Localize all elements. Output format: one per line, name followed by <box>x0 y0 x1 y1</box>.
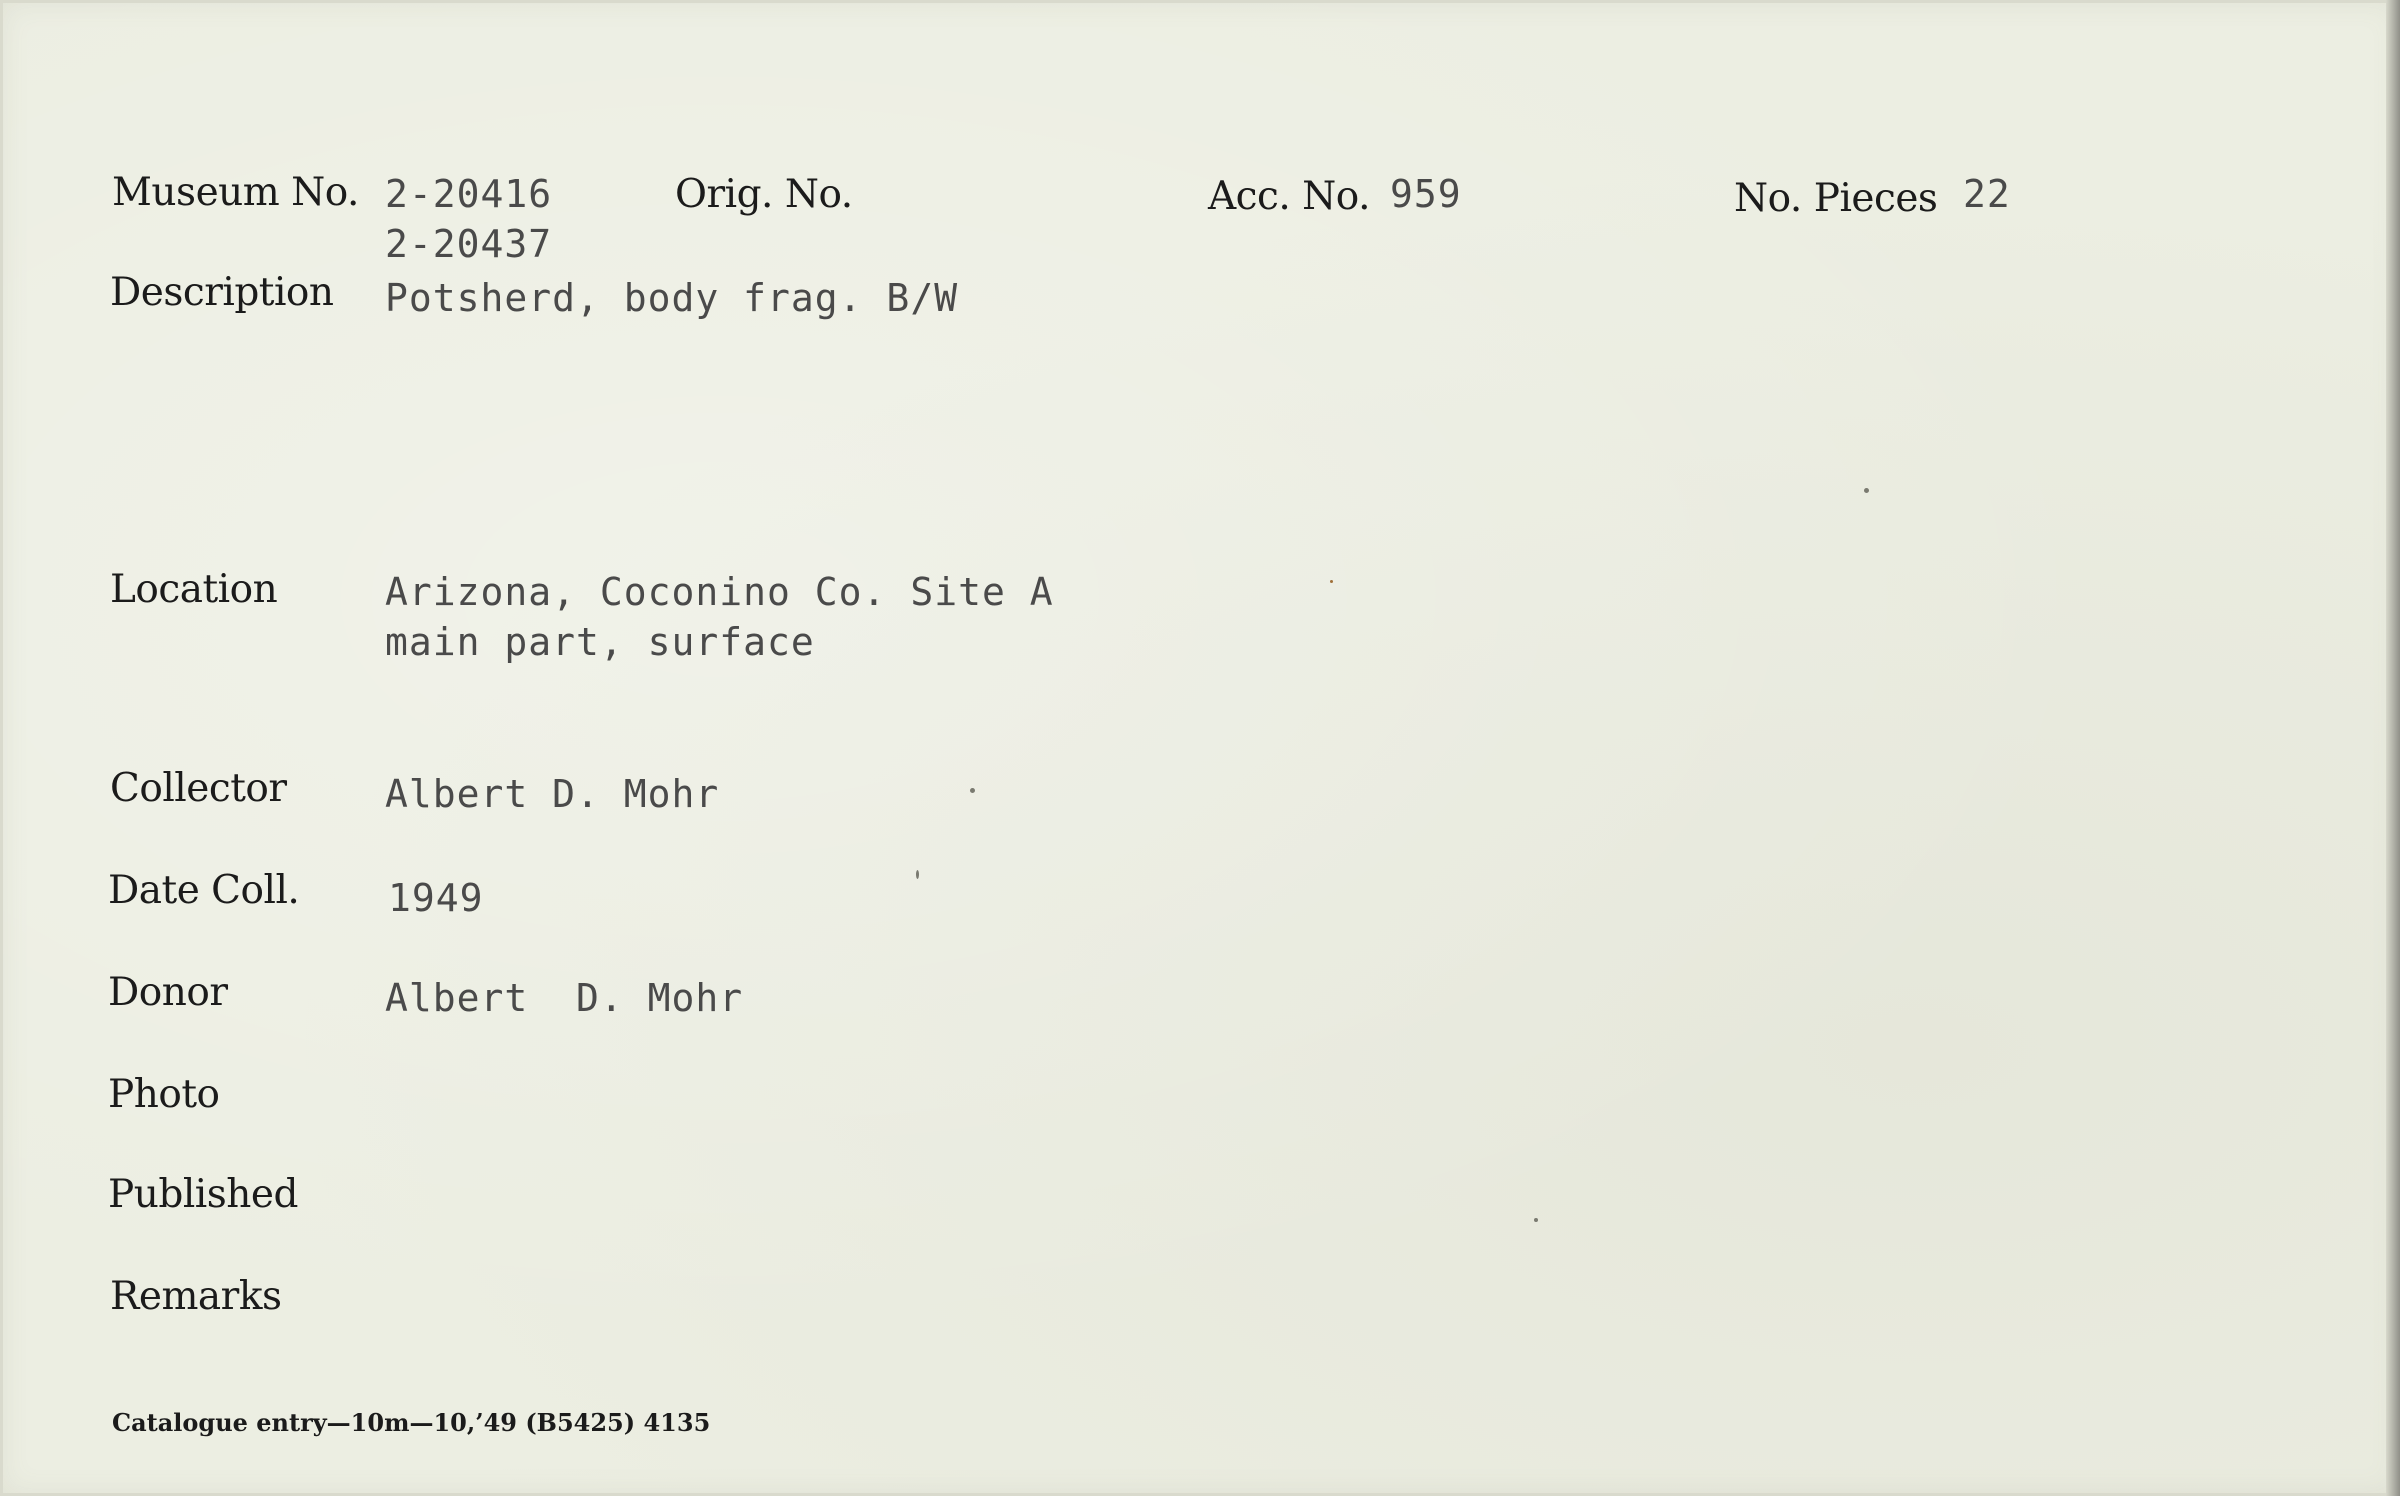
published-label: Published <box>108 1172 298 1217</box>
museum-no-label: Museum No. <box>112 170 359 215</box>
remarks-label: Remarks <box>110 1274 282 1319</box>
paper-speck <box>1864 488 1869 493</box>
collector-label: Collector <box>110 766 287 811</box>
catalogue-footer: Catalogue entry—10m—10,’49 (B5425) 4135 <box>112 1408 711 1437</box>
location-label: Location <box>110 567 278 612</box>
card-edge <box>2386 0 2400 1496</box>
no-pieces-value: 22 <box>1963 172 2011 216</box>
orig-no-label: Orig. No. <box>675 172 853 217</box>
date-coll-label: Date Coll. <box>108 868 300 913</box>
description-label: Description <box>110 270 334 315</box>
paper-speck <box>1330 580 1333 583</box>
location-line-1: Arizona, Coconino Co. Site A <box>385 570 1054 614</box>
donor-label: Donor <box>108 970 228 1015</box>
photo-label: Photo <box>108 1072 220 1117</box>
no-pieces-label: No. Pieces <box>1734 176 1938 221</box>
location-line-2: main part, surface <box>385 620 815 664</box>
acc-no-value: 959 <box>1390 172 1462 216</box>
museum-no-value-1: 2-20416 <box>385 172 553 216</box>
donor-value: Albert D. Mohr <box>385 976 744 1020</box>
museum-no-value-2: 2-20437 <box>385 222 553 266</box>
paper-speck <box>1534 1218 1538 1222</box>
paper-speck <box>916 870 919 879</box>
collector-value: Albert D. Mohr <box>385 772 720 816</box>
acc-no-label: Acc. No. <box>1208 174 1370 219</box>
date-coll-value: 1949 <box>388 876 484 920</box>
paper-speck <box>970 788 975 793</box>
description-value: Potsherd, body frag. B/W <box>385 276 959 320</box>
